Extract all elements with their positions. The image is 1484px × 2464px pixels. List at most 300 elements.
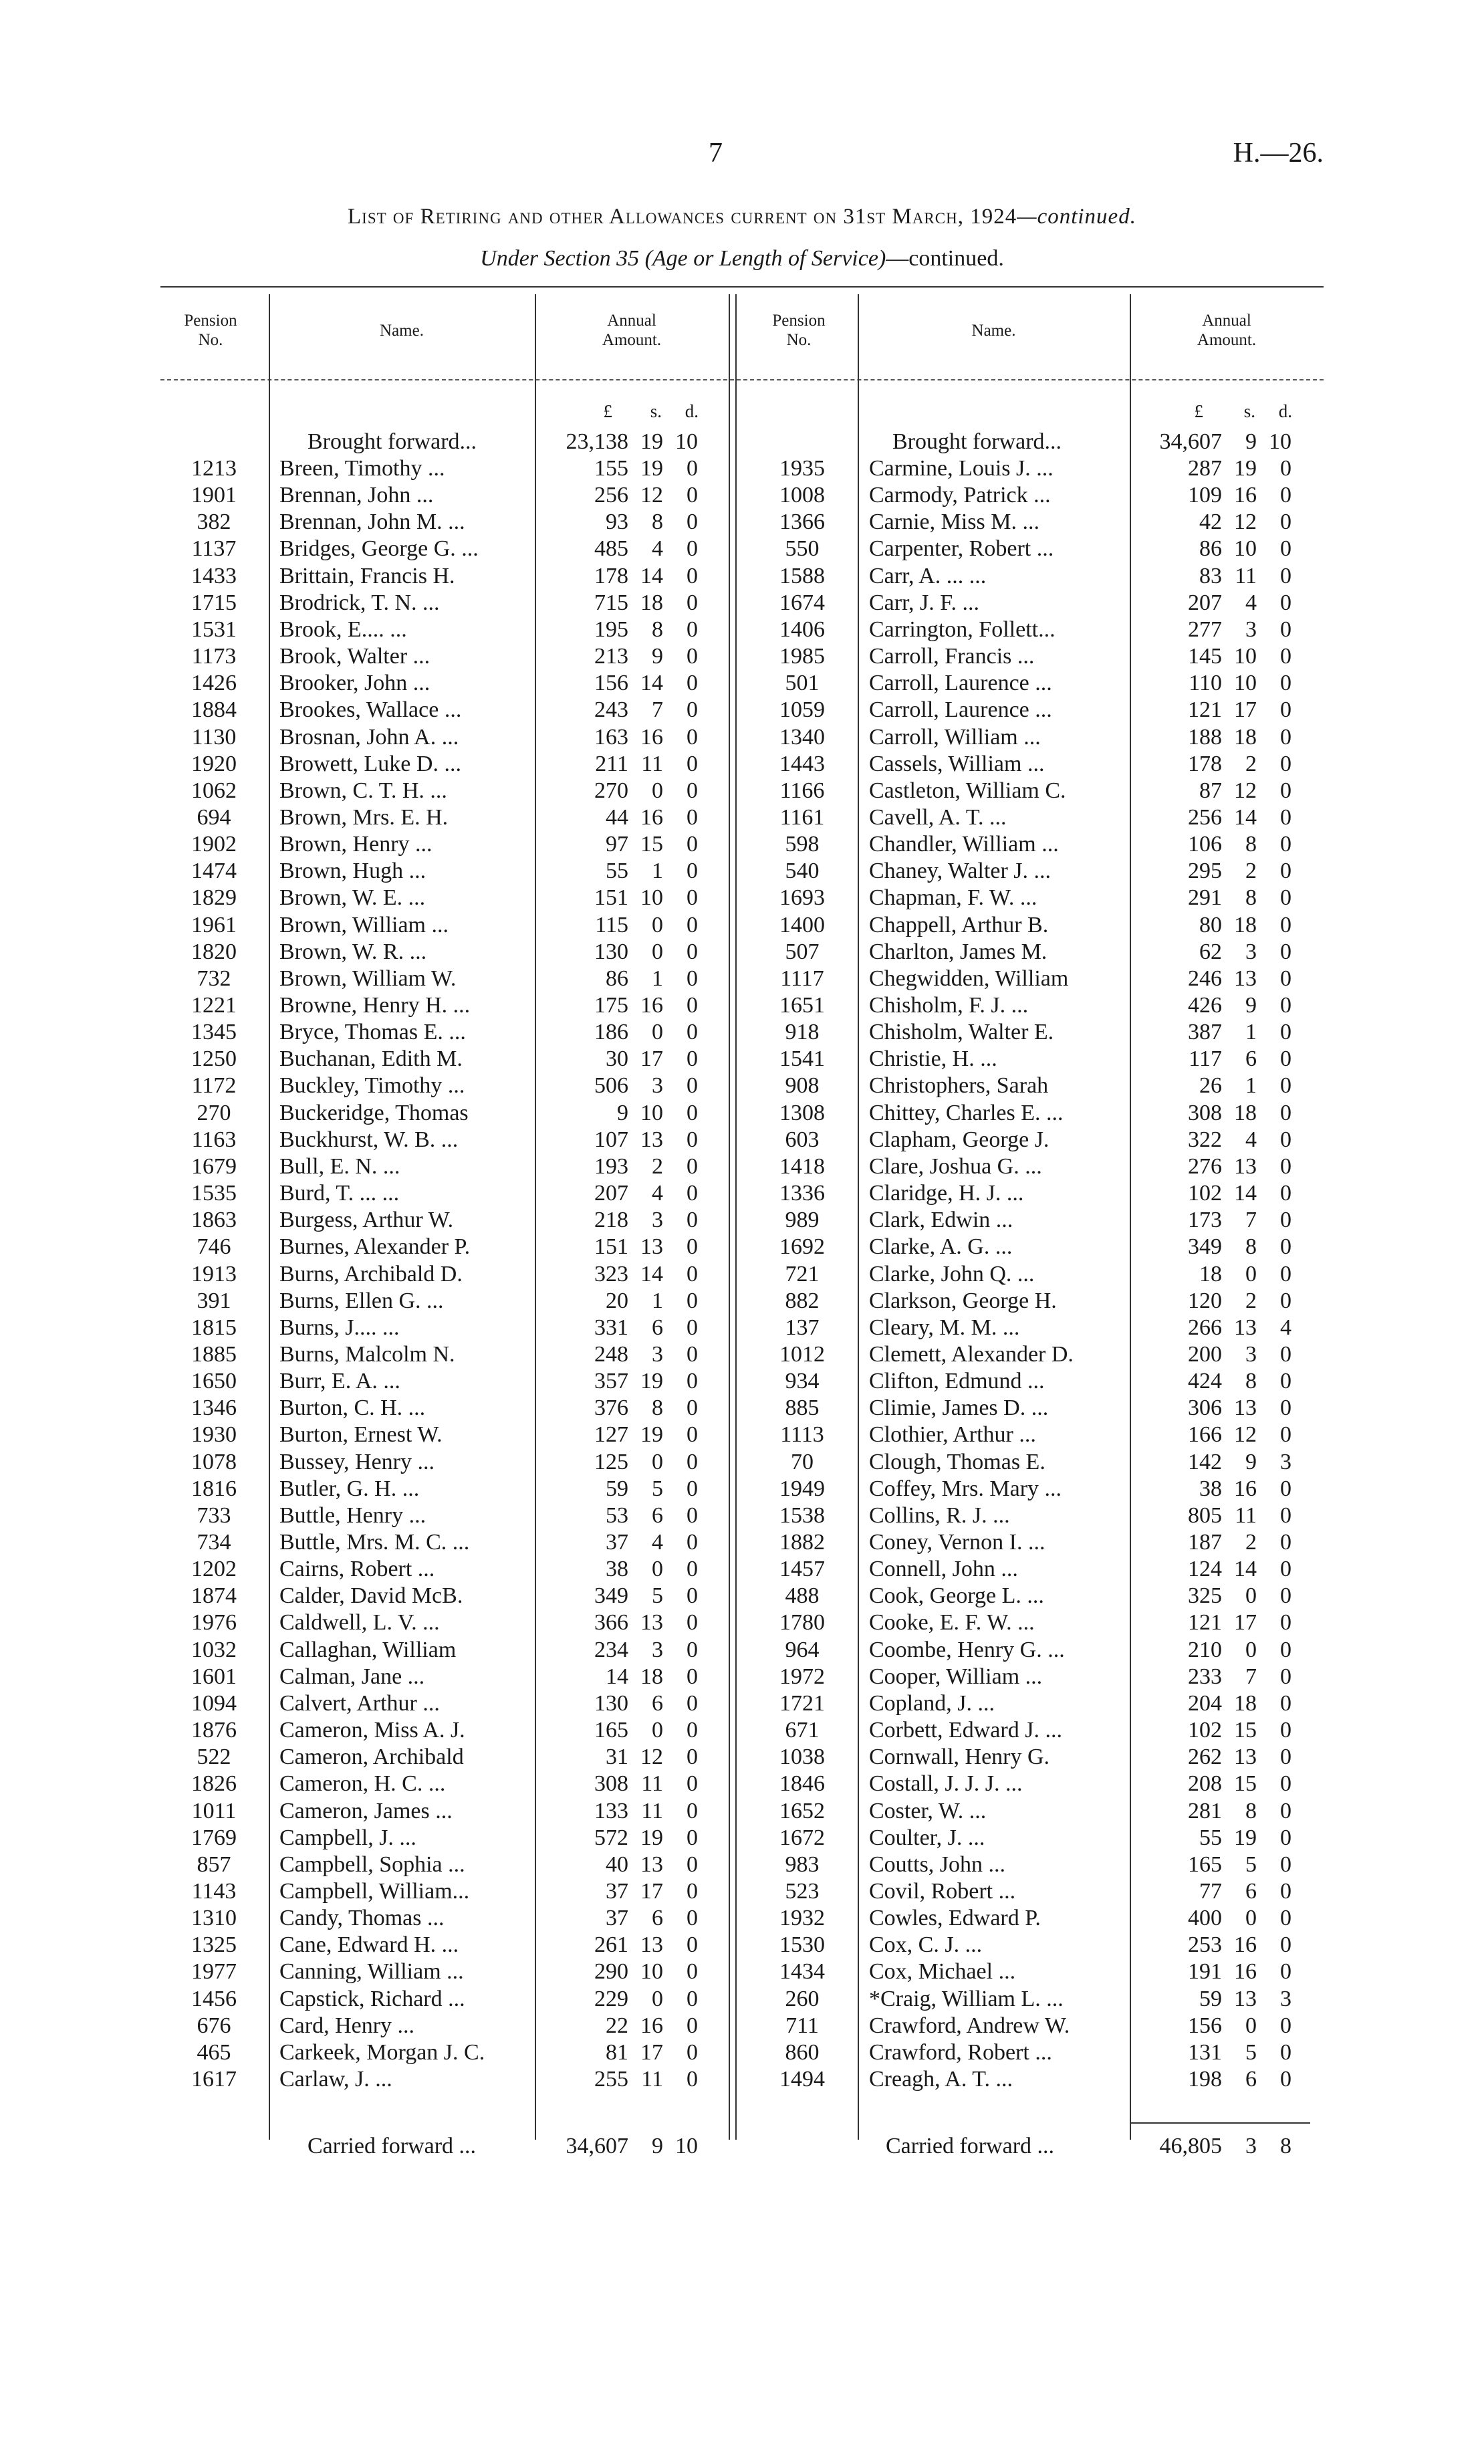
amount-pounds: 26 [1199,1073,1222,1099]
pension-number: 1769 [191,1825,237,1850]
pensioner-name: Brown, C. T. H. ... [279,778,447,803]
amount-shillings: 3 [652,1637,663,1662]
title-continued: —continued. [1017,205,1136,229]
amount-shillings: 6 [652,1502,663,1528]
pensioner-name: Carpenter, Robert ... [869,536,1054,562]
pensioner-name: Brown, W. R. ... [279,939,427,964]
pensioner-name: Collins, R. J. ... [869,1502,1010,1528]
amount-pounds: 276 [1188,1153,1222,1179]
amount-pence: 0 [687,1100,698,1125]
amount-pounds: 805 [1188,1502,1222,1528]
amount-pounds: 125 [594,1449,628,1474]
amount-pounds: 30 [606,1046,628,1072]
amount-pounds: 253 [1188,1932,1222,1958]
pensioner-name: Coster, W. ... [869,1798,987,1823]
amount-shillings: 15 [1234,1771,1257,1797]
pensioner-name: Cane, Edward H. ... [279,1932,459,1958]
pension-number: 1902 [191,832,237,857]
amount-shillings: 16 [1234,1932,1257,1958]
brought-forward-right: Brought forward... [892,429,1062,454]
amount-pounds: 295 [1188,859,1222,884]
pension-number: 1985 [779,644,825,669]
pensioner-name: Brennan, John M. ... [279,510,465,535]
amount-pence: 0 [687,724,698,750]
pension-number: 550 [785,536,820,562]
table-row [0,509,1484,536]
table-row [0,2039,1484,2066]
amount-pence: 0 [687,859,698,884]
amount-shillings: 12 [640,1745,663,1770]
pension-number: 882 [785,1288,820,1313]
pension-number: 1876 [191,1718,237,1743]
amount-pounds: 198 [1188,2067,1222,2092]
amount-pence: 0 [1280,1208,1291,1233]
pension-number: 983 [785,1852,820,1877]
amount-shillings: 14 [640,1261,663,1286]
amount-shillings: 16 [640,2013,663,2038]
table-row [0,939,1484,966]
table-row [0,1637,1484,1664]
amount-pence: 0 [1280,1878,1291,1904]
amount-pence: 0 [687,993,698,1018]
amount-pence: 0 [1280,2039,1291,2065]
pension-number: 1366 [779,510,825,535]
pensioner-name: Clifton, Edmund ... [869,1369,1045,1394]
pension-number: 671 [785,1718,820,1743]
amount-pence: 0 [1280,1690,1291,1716]
pension-number: 1920 [191,751,237,776]
amount-pounds: 210 [1188,1637,1222,1662]
amount-pounds: 156 [1188,2013,1222,2038]
pensioner-name: Clemett, Alexander D. [869,1341,1074,1367]
amount-shillings: 11 [1235,563,1257,588]
pension-number: 1530 [779,1932,825,1958]
pensioner-name: Crawford, Andrew W. [869,2013,1070,2038]
carried-forward-right-pounds: 46,805 [1159,2134,1222,2158]
amount-pounds: 130 [594,939,628,964]
table-row [0,1127,1484,1153]
amount-shillings: 5 [652,1583,663,1609]
amount-shillings: 13 [640,1610,663,1636]
amount-pounds: 188 [1188,724,1222,750]
pension-number: 1913 [191,1261,237,1286]
pension-number: 1418 [779,1153,825,1179]
amount-pounds: 191 [1188,1959,1222,1985]
amount-shillings: 7 [1245,1208,1257,1233]
amount-pence: 0 [1280,1127,1291,1152]
amount-shillings: 0 [1245,1906,1257,1931]
pension-number: 1012 [779,1341,825,1367]
pension-number: 1930 [191,1422,237,1448]
pensioner-name: Costall, J. J. J. ... [869,1771,1023,1797]
amount-shillings: 3 [1245,1341,1257,1367]
pensioner-name: Cox, C. J. ... [869,1932,983,1958]
amount-pence: 0 [1280,966,1291,991]
pension-number: 598 [785,832,820,857]
pension-number: 391 [197,1288,231,1313]
amount-pence: 0 [687,1664,698,1689]
pensioner-name: Cameron, Archibald [279,1745,464,1770]
pensioner-name: Claridge, H. J. ... [869,1181,1024,1206]
table-row [0,1207,1484,1234]
header-annual-line: Annual [1202,312,1251,330]
pensioner-name: Carrington, Follett... [869,617,1056,642]
pension-number: 1679 [191,1153,237,1179]
amount-pounds: 151 [594,885,628,911]
pensioner-name: Coffey, Mrs. Mary ... [869,1476,1062,1501]
amount-pence: 0 [1280,1798,1291,1823]
pension-number: 1221 [191,993,237,1018]
pension-number: 1117 [780,966,824,991]
amount-pence: 0 [1280,1422,1291,1448]
brought-forward-left-pence: 10 [675,429,698,454]
amount-pounds: 207 [1188,590,1222,615]
pensioner-name: Climie, James D. ... [869,1395,1049,1421]
amount-pounds: 81 [606,2039,628,2065]
amount-pounds: 277 [1188,617,1222,642]
amount-pence: 0 [687,1422,698,1448]
amount-pounds: 256 [594,483,628,508]
amount-shillings: 16 [640,993,663,1018]
pensioner-name: Chittey, Charles E. ... [869,1100,1064,1125]
table-row [0,724,1484,751]
amount-pence: 0 [687,966,698,991]
header-annual-left [535,311,729,350]
pension-number: 1882 [779,1530,825,1555]
amount-pounds: 218 [594,1208,628,1233]
amount-pence: 0 [1280,832,1291,857]
pensioner-name: Carroll, William ... [869,724,1041,750]
amount-shillings: 19 [640,456,663,481]
pensioner-name: Buckeridge, Thomas [279,1100,469,1125]
header-bottom-rule [160,379,1324,380]
amount-pounds: 124 [1188,1557,1222,1582]
amount-pence: 0 [1280,644,1291,669]
amount-shillings: 13 [1234,966,1257,991]
amount-pence: 0 [1280,724,1291,750]
pensioner-name: Brookes, Wallace ... [279,697,462,723]
pension-number: 1651 [779,993,825,1018]
amount-pounds: 55 [606,859,628,884]
pensioner-name: Bryce, Thomas E. ... [279,1020,466,1045]
pension-number: 1693 [779,885,825,911]
amount-pence: 0 [1280,1502,1291,1528]
pensioner-name: Brennan, John ... [279,483,434,508]
pensioner-name: Card, Henry ... [279,2013,415,2038]
pensioner-name: Carkeek, Morgan J. C. [279,2039,485,2065]
amount-shillings: 18 [640,1664,663,1689]
amount-pounds: 22 [606,2013,628,2038]
pensioner-name: Browett, Luke D. ... [279,751,461,776]
amount-pounds: 178 [1188,751,1222,776]
amount-pence: 0 [687,939,698,964]
amount-pence: 0 [687,1718,698,1743]
amount-pounds: 366 [594,1610,628,1636]
amount-pence: 0 [687,644,698,669]
pension-number: 918 [785,1020,820,1045]
amount-pounds: 142 [1188,1449,1222,1474]
pension-number: 603 [785,1127,820,1152]
amount-shillings: 19 [640,1422,663,1448]
pensioner-name: Cameron, James ... [279,1798,453,1823]
table-row [0,1368,1484,1395]
amount-pence: 0 [1280,1718,1291,1743]
pension-number: 1588 [779,563,825,588]
pension-number: 1113 [780,1422,824,1448]
amount-shillings: 4 [652,536,663,562]
amount-pounds: 106 [1188,832,1222,857]
amount-pence: 0 [687,804,698,830]
amount-shillings: 13 [1234,1315,1257,1340]
pension-number: 1250 [191,1046,237,1072]
pensioner-name: Campbell, William... [279,1878,470,1904]
amount-pounds: 87 [1199,778,1222,803]
amount-shillings: 16 [1234,483,1257,508]
pension-number: 1434 [779,1959,825,1985]
table-row [0,1852,1484,1878]
amount-shillings: 8 [1245,1369,1257,1394]
pensioner-name: Covil, Robert ... [869,1878,1016,1904]
table-row [0,2066,1484,2093]
amount-pence: 0 [687,1046,698,1072]
pensioner-name: Brooker, John ... [279,671,430,696]
table-row [0,831,1484,858]
amount-pence: 0 [1280,671,1291,696]
pensioner-name: Cameron, H. C. ... [279,1771,446,1797]
amount-pounds: 62 [1199,939,1222,964]
amount-pounds: 37 [606,1878,628,1904]
table-row [0,536,1484,562]
amount-shillings: 8 [652,1395,663,1421]
amount-pence: 0 [687,1771,698,1797]
amount-pence: 0 [687,1557,698,1582]
amount-shillings: 2 [1245,859,1257,884]
pensioner-name: Browne, Henry H. ... [279,993,471,1018]
pension-number: 260 [785,1986,820,2011]
amount-pence: 0 [687,1610,698,1636]
amount-shillings: 12 [1234,510,1257,535]
amount-shillings: 19 [640,1825,663,1850]
pension-number: 1038 [779,1745,825,1770]
pension-number: 1820 [191,939,237,964]
pensioner-name: Castleton, William C. [869,778,1066,803]
pension-number: 540 [785,859,820,884]
amount-pounds: 165 [1188,1852,1222,1877]
amount-pounds: 121 [1188,697,1222,723]
header-no-line: No. [198,331,223,349]
amount-pence: 0 [687,885,698,911]
amount-shillings: 7 [652,697,663,723]
pension-number: 1674 [779,590,825,615]
amount-pounds: 306 [1188,1395,1222,1421]
amount-pence: 0 [1280,1825,1291,1850]
amount-pence: 0 [687,697,698,723]
amount-pounds: 40 [606,1852,628,1877]
pensioner-name: Creagh, A. T. ... [869,2067,1013,2092]
amount-pence: 0 [687,1369,698,1394]
pension-number: 1617 [191,2067,237,2092]
amount-pounds: 213 [594,644,628,669]
pension-number: 1721 [779,1690,825,1716]
pensioner-name: Coutts, John ... [869,1852,1006,1877]
amount-pounds: 86 [606,966,628,991]
amount-pence: 0 [1280,1637,1291,1662]
pensioner-name: Buttle, Mrs. M. C. ... [279,1530,470,1555]
amount-pounds: 109 [1188,483,1222,508]
pension-number: 1863 [191,1208,237,1233]
pensioner-name: Cooper, William ... [869,1664,1043,1689]
brought-forward-right-pence: 10 [1269,429,1291,454]
subtitle-main: Under Section 35 (Age or Length of Service) [480,246,886,271]
amount-pounds: 53 [606,1502,628,1528]
header-amount-line: Amount. [1197,331,1257,349]
amount-shillings: 9 [1245,1449,1257,1474]
amount-shillings: 13 [640,1852,663,1877]
amount-shillings: 4 [652,1530,663,1555]
pension-number: 964 [785,1637,820,1662]
pension-number: 733 [197,1502,231,1528]
amount-shillings: 16 [640,724,663,750]
table-row [0,1073,1484,1099]
amount-shillings: 10 [1234,671,1257,696]
amount-pounds: 37 [606,1906,628,1931]
amount-pounds: 38 [606,1557,628,1582]
table-row [0,912,1484,939]
amount-pounds: 77 [1199,1878,1222,1904]
table-row [0,1046,1484,1073]
pension-number: 488 [785,1583,820,1609]
pensioner-name: Campbell, Sophia ... [279,1852,465,1877]
amount-pence: 0 [687,1341,698,1367]
pensioner-name: Burd, T. ... ... [279,1181,400,1206]
carried-forward-left: Carried forward ... [307,2134,477,2158]
pensioner-name: Chappell, Arthur B. [869,912,1049,937]
pension-number: 1346 [191,1395,237,1421]
carried-forward-right-pence: 8 [1280,2134,1291,2158]
amount-pence: 0 [687,1127,698,1152]
pensioner-name: Carroll, Laurence ... [869,697,1052,723]
carried-forward-rule [1130,2122,1310,2124]
amount-pounds: 44 [606,804,628,830]
amount-shillings: 12 [1234,778,1257,803]
pensioner-name: Breen, Timothy ... [279,456,445,481]
amount-pounds: 165 [594,1718,628,1743]
amount-shillings: 17 [640,2039,663,2065]
amount-shillings: 1 [1245,1020,1257,1045]
amount-pence: 0 [1280,1557,1291,1582]
amount-shillings: 11 [641,1798,663,1823]
table-row [0,966,1484,992]
pension-number: 1972 [779,1664,825,1689]
amount-pounds: 255 [594,2067,628,2092]
amount-pounds: 325 [1188,1583,1222,1609]
amount-pence: 0 [1280,617,1291,642]
table-row [0,1744,1484,1771]
pension-number: 1976 [191,1610,237,1636]
pensioner-name: Buckley, Timothy ... [279,1073,465,1099]
table-row [0,1771,1484,1797]
pensioner-name: Callaghan, William [279,1637,457,1662]
amount-pence: 0 [1280,993,1291,1018]
amount-shillings: 17 [1234,697,1257,723]
pension-number: 1426 [191,671,237,696]
amount-shillings: 8 [1245,1234,1257,1260]
amount-pence: 0 [1280,1100,1291,1125]
amount-pence: 0 [1280,2013,1291,2038]
table-row [0,1422,1484,1448]
pensioner-name: Burns, Archibald D. [279,1261,463,1286]
amount-pounds: 715 [594,590,628,615]
amount-shillings: 1 [1245,1073,1257,1099]
amount-pounds: 37 [606,1530,628,1555]
pensioner-name: Cox, Michael ... [869,1959,1016,1985]
amount-shillings: 18 [1234,1100,1257,1125]
pension-number: 989 [785,1208,820,1233]
amount-pounds: 55 [1199,1825,1222,1850]
pensioner-name: Chapman, F. W. ... [869,885,1037,911]
amount-pounds: 322 [1188,1127,1222,1152]
carried-forward-left-pence: 10 [675,2134,698,2158]
amount-pounds: 261 [594,1932,628,1958]
amount-pence: 0 [1280,1020,1291,1045]
amount-pounds: 234 [594,1637,628,1662]
amount-pounds: 290 [594,1959,628,1985]
table-row [0,455,1484,482]
pensioner-name: Chaney, Walter J. ... [869,859,1052,884]
amount-shillings: 0 [652,1986,663,2011]
table-row [0,1288,1484,1315]
amount-pence: 0 [1280,536,1291,562]
amount-pounds: 130 [594,1690,628,1716]
page-title [0,205,1484,229]
pension-number: 1692 [779,1234,825,1260]
amount-shillings: 13 [1234,1745,1257,1770]
pensioner-name: Coney, Vernon I. ... [869,1530,1045,1555]
pension-number: 1202 [191,1557,237,1582]
amount-shillings: 18 [1234,724,1257,750]
amount-pounds: 59 [606,1476,628,1501]
pension-number: 1901 [191,483,237,508]
pension-number: 70 [791,1449,814,1474]
amount-shillings: 15 [640,832,663,857]
table-row [0,1180,1484,1207]
amount-pounds: 166 [1188,1422,1222,1448]
pensioner-name: Brook, Walter ... [279,644,430,669]
amount-pence: 0 [1280,751,1291,776]
amount-pounds: 110 [1189,671,1222,696]
amount-pounds: 233 [1188,1664,1222,1689]
pension-number: 1059 [779,697,825,723]
amount-pounds: 163 [594,724,628,750]
amount-pounds: 131 [1188,2039,1222,2065]
shillings-unit-right: s. [1243,401,1255,421]
amount-shillings: 5 [1245,1852,1257,1877]
amount-pounds: 287 [1188,456,1222,481]
amount-pounds: 291 [1188,885,1222,911]
pension-number: 1672 [779,1825,825,1850]
pension-number: 1846 [779,1771,825,1797]
amount-pounds: 173 [1188,1208,1222,1233]
pensioner-name: Coulter, J. ... [869,1825,985,1850]
amount-pounds: 270 [594,778,628,803]
amount-shillings: 9 [1245,993,1257,1018]
carried-forward-left-shillings: 9 [652,2134,663,2158]
amount-pounds: 117 [1189,1046,1222,1072]
pensioner-name: Carmody, Patrick ... [869,483,1051,508]
amount-shillings: 1 [652,859,663,884]
pension-number: 1094 [191,1690,237,1716]
pension-number: 694 [197,804,231,830]
